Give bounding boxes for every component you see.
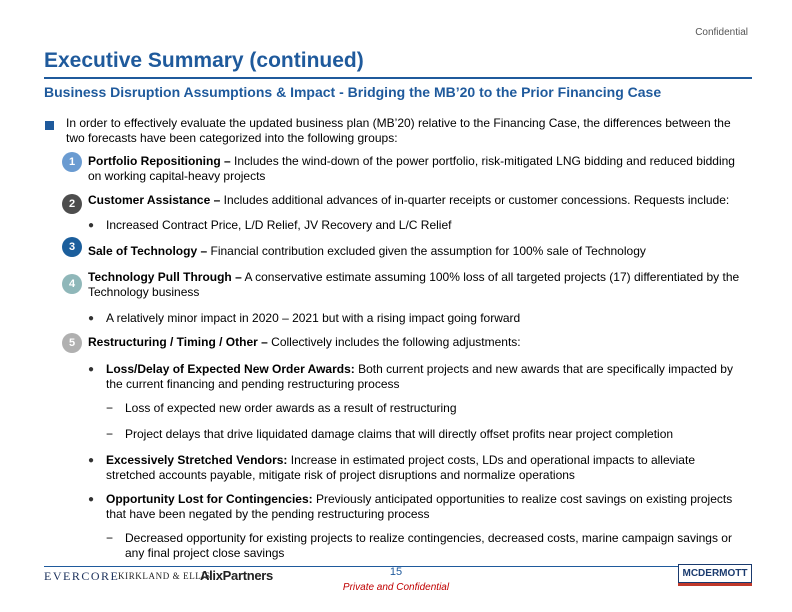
dash-bullet-icon: −	[106, 427, 114, 441]
group-5-item-1: Loss/Delay of Expected New Order Awards: Both current projects and new awards that are specifically impacted by the current financing and pending restructuring process	[106, 362, 733, 391]
group-5-text: Restructuring / Timing / Other – Collectively includes the following adjustments:	[88, 335, 521, 349]
group-5-item-2: Excessively Stretched Vendors: Increase in estimated project costs, LDs and operational impacts to alleviate stretched accounts payable, mitigate risk of project disruptions and normalize operations	[106, 453, 695, 482]
mcdermott-logo: MCDERMOTT	[678, 564, 752, 583]
group-2-badge: 2	[62, 194, 82, 214]
bullet-dot-icon: ●	[88, 364, 95, 375]
private-confidential-label: Private and Confidential	[342, 582, 450, 593]
group-2-text: Customer Assistance – Includes additional advances of in-quarter receipts or customer concessions. Requests include:	[88, 193, 730, 207]
page-title: Executive Summary (continued)	[44, 49, 364, 72]
title-divider	[44, 77, 752, 79]
bullet-dot-icon: ●	[88, 313, 95, 324]
group-5-badge: 5	[62, 333, 82, 353]
group-5-item-1-sub-2: Project delays that drive liquidated damage claims that will directly offset profits near project completion	[125, 427, 674, 441]
page-number: 15	[389, 566, 403, 578]
alixpartners-logo: AlixPartners	[200, 568, 273, 583]
page-subtitle: Business Disruption Assumptions & Impact - Bridging the MB’20 to the Prior Financing Case	[44, 84, 662, 100]
group-4-text: Technology Pull Through – A conservative estimate assuming 100% loss of all targeted projects (17) differentiated by the Technology business	[88, 270, 740, 299]
dash-bullet-icon: −	[106, 401, 114, 415]
evercore-logo: EVERCORE	[44, 569, 120, 583]
bullet-dot-icon: ●	[88, 494, 95, 505]
bullet-dot-icon: ●	[88, 455, 95, 466]
group-4-bullet: A relatively minor impact in 2020 – 2021 but with a rising impact going forward	[106, 311, 521, 325]
group-3-heading: Sale of Technology –	[88, 244, 208, 258]
group-3-text: Sale of Technology – Financial contribution excluded given the assumption for 100% sale of Technology	[88, 244, 646, 258]
group-3-badge: 3	[62, 237, 82, 257]
group-1-badge: 1	[62, 152, 82, 172]
group-4-heading: Technology Pull Through –	[88, 270, 242, 284]
group-2-heading: Customer Assistance –	[88, 193, 221, 207]
mcdermott-logo-bar	[678, 583, 752, 586]
group-1-heading: Portfolio Repositioning –	[88, 154, 231, 168]
group-5-heading: Restructuring / Timing / Other –	[88, 335, 268, 349]
group-5-item-1-sub-1: Loss of expected new order awards as a result of restructuring	[125, 401, 457, 415]
square-bullet-icon	[45, 121, 54, 130]
group-1-text: Portfolio Repositioning – Includes the wind-down of the power portfolio, risk-mitigated LNG bidding and reduced bidding on working capital-heavy projects	[88, 154, 735, 183]
bullet-dot-icon: ●	[88, 220, 95, 231]
dash-bullet-icon: −	[106, 531, 114, 545]
group-5-item-3-sub-1: Decreased opportunity for existing projects to realize contingencies, decreased costs, marine campaign savings or any final project close savings	[125, 531, 732, 560]
group-5-item-3: Opportunity Lost for Contingencies: Previously anticipated opportunities to realize cost savings on existing projects that have been negated by the pending restructuring process	[106, 492, 733, 521]
group-2-bullet: Increased Contract Price, L/D Relief, JV Recovery and L/C Relief	[106, 218, 452, 232]
intro-text: In order to effectively evaluate the updated business plan (MB’20) relative to the Financing Case, the differences between the two forecasts have been categorized into the following groups:	[66, 116, 731, 145]
confidential-label: Confidential	[695, 27, 748, 38]
kirkland-logo: KIRKLAND & ELLIS	[118, 571, 211, 581]
group-4-badge: 4	[62, 274, 82, 294]
